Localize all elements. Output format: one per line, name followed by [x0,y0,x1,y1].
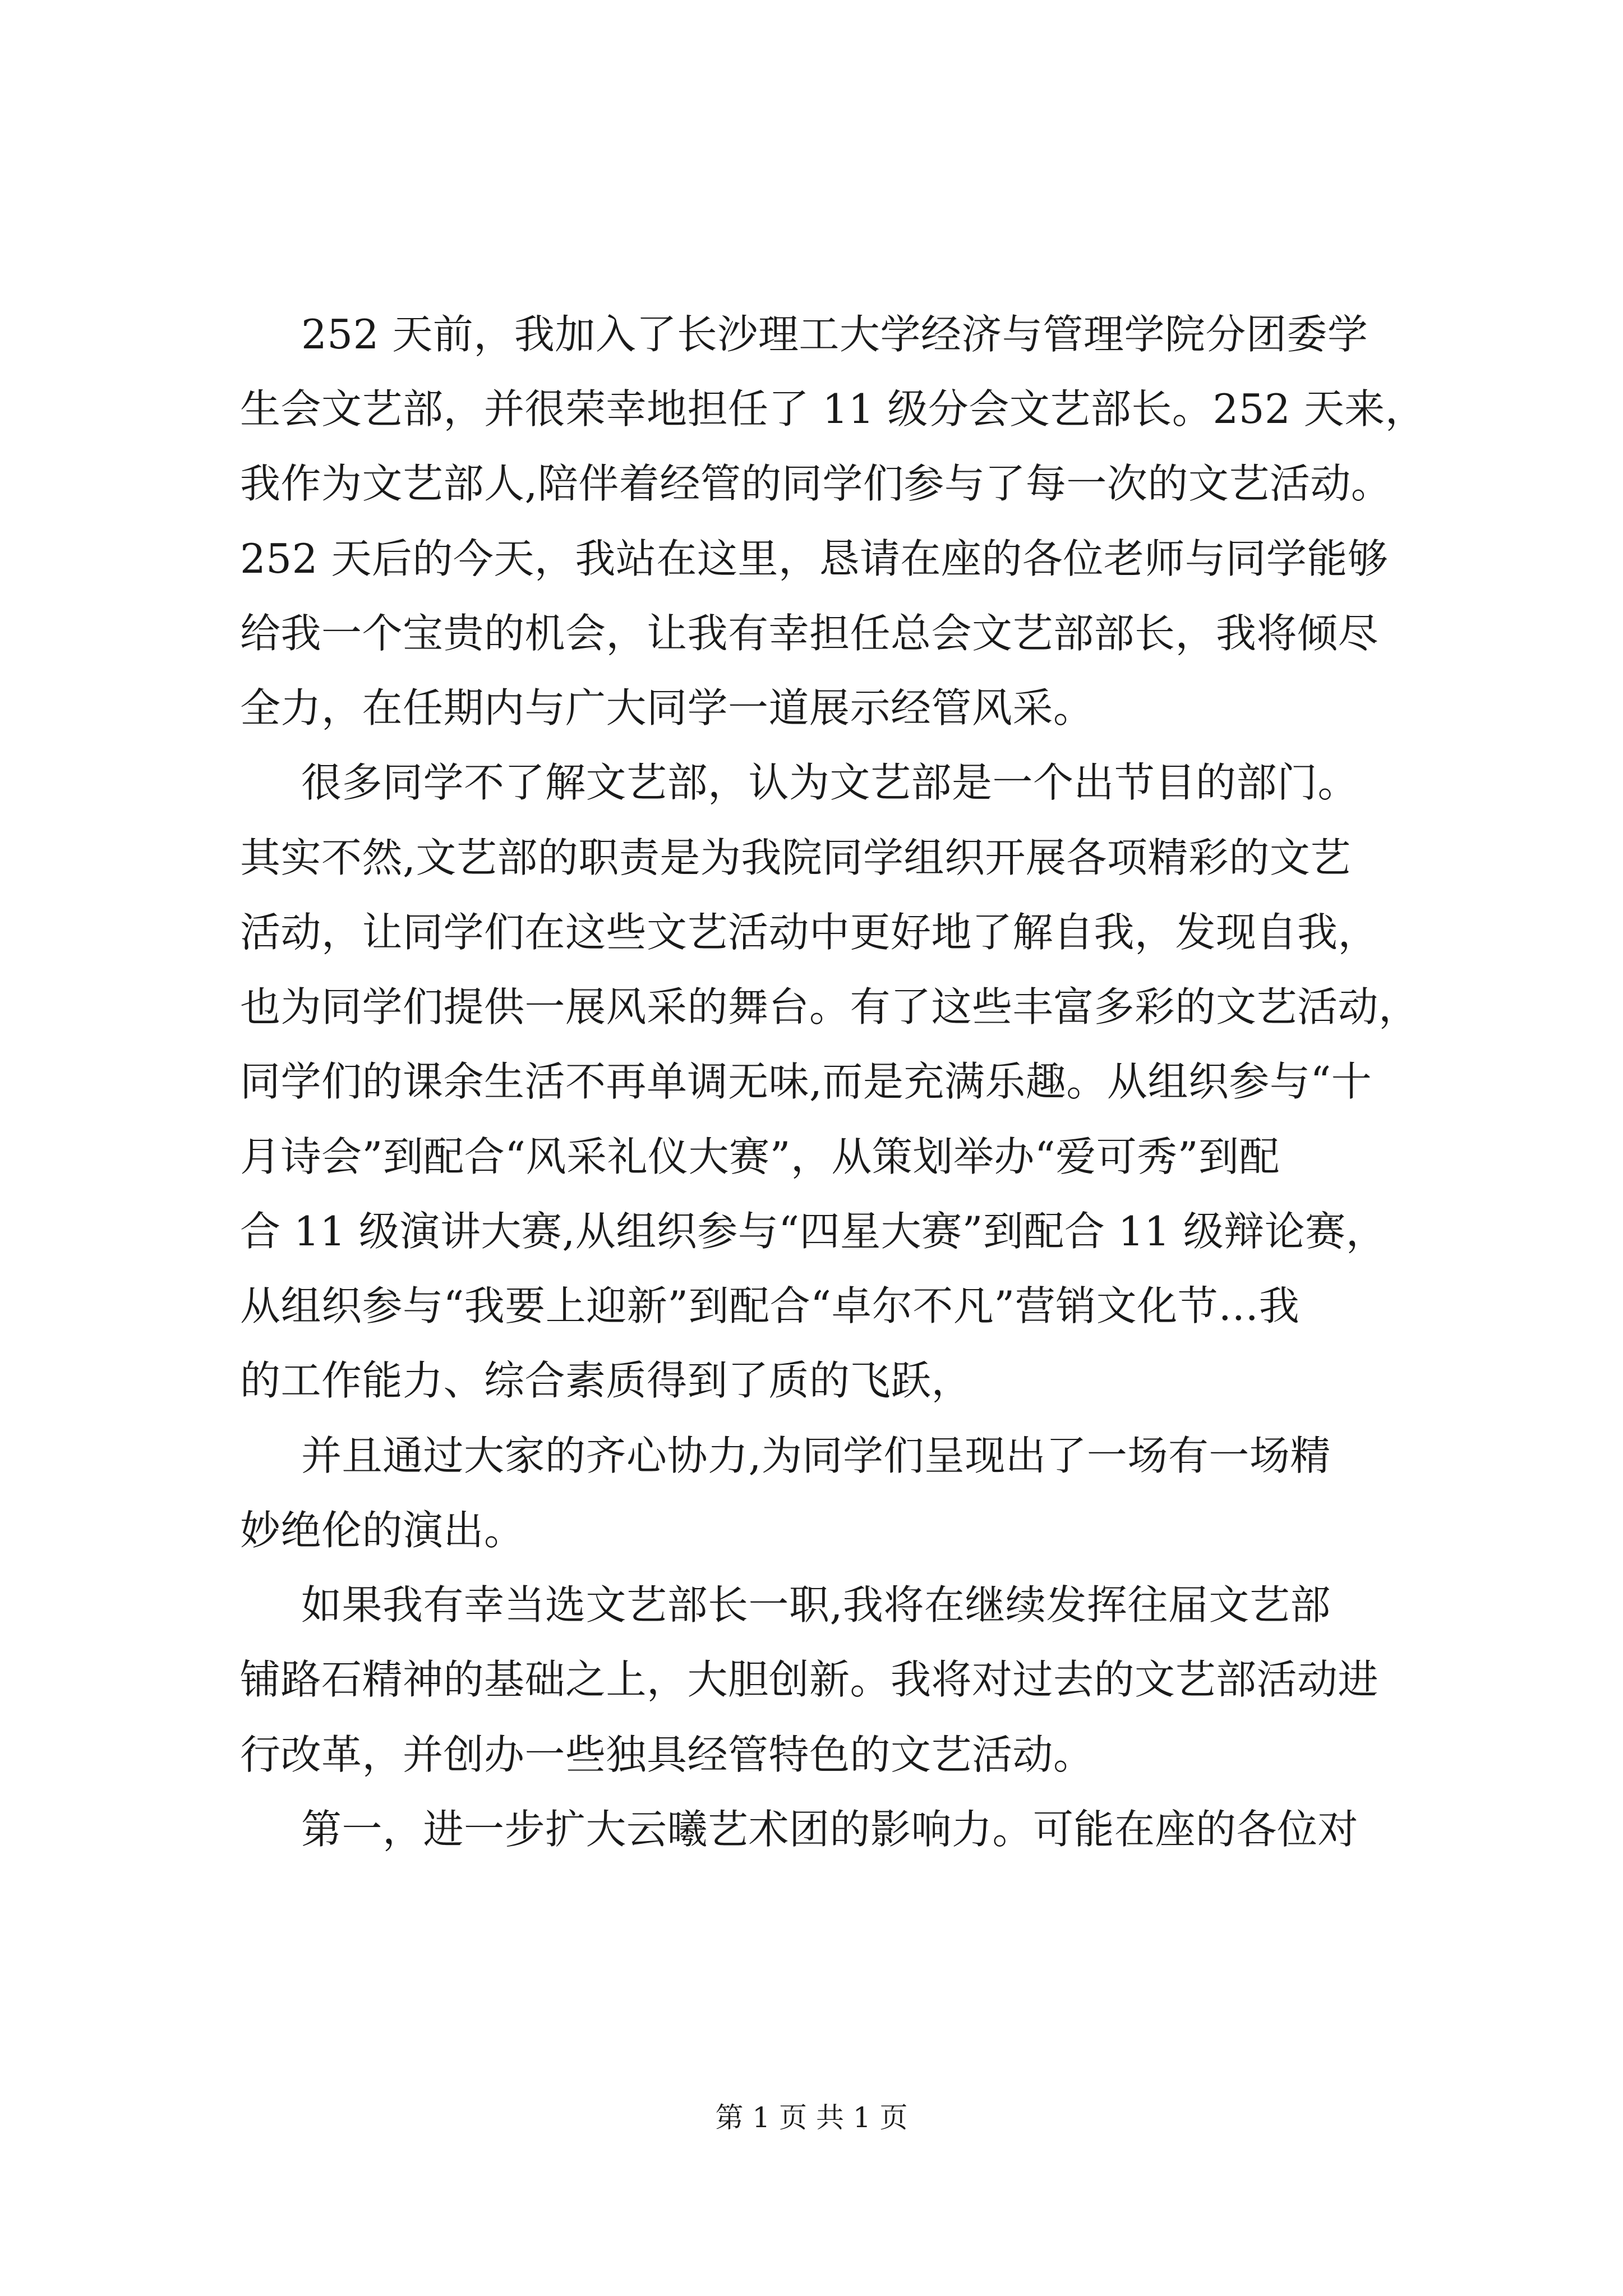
text-line: 我作为文艺部人,陪伴着经管的同学们参与了每一次的文艺活动。 [240,460,1392,507]
text-line: 并且通过大家的齐心协力,为同学们呈现出了一场有一场精 [301,1432,1331,1479]
text-line: 从组织参与“我要上迎新”到配合“卓尔不凡”营销文化节…我 [240,1282,1300,1329]
text-line: 如果我有幸当选文艺部长一职,我将在继续发挥往届文艺部 [301,1581,1331,1628]
text-line: 的工作能力、综合素质得到了质的飞跃， [240,1357,972,1404]
text-line: 252 天后的今天，我站在这里，恳请在座的各位老师与同学能够 [240,535,1389,582]
text-line: 合 11 级演讲大赛,从组织参与“四星大赛”到配合 11 级辩论赛， [240,1208,1387,1255]
text-line: 252 天前，我加入了长沙理工大学经济与管理学院分团委学 [301,311,1368,358]
text-line: 妙绝伦的演出。 [240,1507,525,1554]
text-line: 全力，在任期内与广大同学一道展示经管风采。 [240,684,1094,731]
text-line: 月诗会”到配合“风采礼仪大赛”，从策划举办“爱可秀”到配 [240,1133,1280,1180]
page-footer: 第 1 页 共 1 页 [715,2101,908,2134]
text-line: 第一，进一步扩大云曦艺术团的影响力。可能在座的各位对 [301,1806,1359,1853]
text-line: 很多同学不了解文艺部，认为文艺部是一个出节目的部门。 [301,759,1359,806]
text-line: 其实不然,文艺部的职责是为我院同学组织开展各项精彩的文艺 [240,834,1351,881]
text-line: 给我一个宝贵的机会，让我有幸担任总会文艺部部长，我将倾尽 [240,610,1379,657]
text-line: 活动，让同学们在这些文艺活动中更好地了解自我，发现自我， [240,909,1379,956]
text-line: 生会文艺部，并很荣幸地担任了 11 级分会文艺部长。252 天来， [240,385,1426,432]
text-line: 同学们的课余生活不再单调无味,而是充满乐趣。从组织参与“十 [240,1058,1372,1105]
text-line: 铺路石精神的基础之上，大胆创新。我将对过去的文艺部活动进 [240,1656,1379,1703]
text-line: 行改革，并创办一些独具经管特色的文艺活动。 [240,1731,1094,1778]
text-line: 也为同学们提供一展风采的舞台。有了这些丰富多彩的文艺活动， [240,983,1419,1030]
